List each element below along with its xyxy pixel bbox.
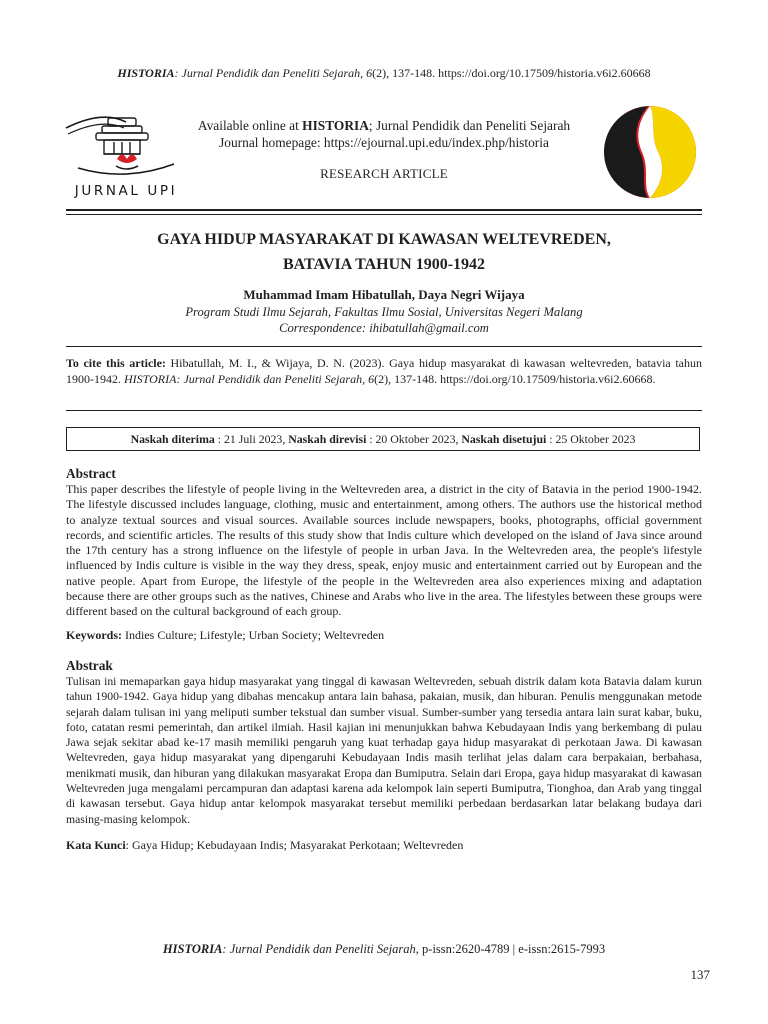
affiliation-block [66,304,702,336]
keywords [66,628,702,643]
citation-label: To cite this article: [66,356,166,370]
abstract-heading: Abstract [66,466,116,481]
received-label: Naskah diterima [130,432,215,446]
correspondence: Correspondence: ihibatullah@gmail.com [279,321,489,335]
footer-journal [0,942,768,957]
title-line-1: GAYA HIDUP MASYARAKAT DI KAWASAN WELTEVREDEN, [157,231,611,248]
accepted-date: : 25 Oktober 2023 [546,432,636,446]
header-volume: , 6 [360,66,373,80]
header-rule-thin [66,214,702,215]
title-line-2: BATAVIA TAHUN 1900-1942 [282,255,486,273]
abstrak-body: Tulisan ini memaparkan gaya hidup masyarakat yang tinggal di kawasan Weltevreden, sebuah distrik dalam kota Batavia dalam kurun tahun 1900-1942. Gaya hidup yang dibahas mencakup antara lain bahasa, pakaian, musik, dan hiburan. Penulis menggunakan metode sejarah dalam tulisan ini yang meliputi sumber tekstual dan sumber visual. Sumber-sumber yang tersedia antara lain surat kabar, buku, foto, catatan resmi pemerintah, dan artikel ilmiah. Hasil kajian ini menunjukkan bahwa Kebudayaan Indis yang berkembang di pulau Jawa sejak sekitar abad ke-17 masih memiliki pengaruh yang kuat terhadap gaya hidup masyarakat di perkotaan Jawa. Di kawasan Weltevreden, gaya hidup masyarakat yang dipengaruhi Kebudayaan Indis masih terlihat jelas dalam cara berpakaian, berbahasa, menikmati musik, dan hiburan yang dilakukan masyarakat Eropa dan Bumiputra. Selain dari Eropa, gaya hidup masyarakat di kawasan Weltevreden juga mengalami percampuran dan adaptasi karena ada kelompok lain seperti Bumiputra, Tionghoa, dan Arab yang tinggal di kawasan tersebut. Gaya hidup antar kelompok masyarakat tersebut memiliki perbedaan berdasarkan latar belakang budaya dari masing-masing kelompok. [66,675,702,826]
journal-info [180,117,588,151]
abstract-body: This paper describes the lifestyle of people living in the Weltevreden area, a district in the city of Batavia in the period 1900-1942. The lifestyle discussed includes language, clothing, music and entertainment, among others. The authors use the historical method to analyze textual sources and visual sources. Available sources include newspapers, books, photographs, official government records, and scientific articles. The results of this study show that Indis culture which developed on the island of Java since around the 17th century has a strong influence on the lifestyle of people in urban Java. In the Weltevreden area, the people's lifestyle influenced by Indis culture is visible in the way they dress, speak, enjoy music and entertainment carried out by European and the native people. Apart from Europe, the lifestyle of the people in the Weltevreden area also experiences mixing and adaptation because there are other groups such as the natives, Chinese and Arabs who live in the area. The lifestyles between these groups were different based on the cultural background of each group. [66,482,702,619]
abstrak-heading: Abstrak [66,658,113,673]
citation-rule-bottom [66,410,702,411]
header-journal-name: HISTORIA [117,66,175,80]
revised-date: : 20 Oktober 2023, [366,432,462,446]
header-rule-thick [66,209,702,211]
citation-text-after: (2), 137-148. https://doi.org/10.17509/historia.v6i2.60668. [374,372,656,387]
footer-journal-subtitle: : Jurnal Pendidik dan Peneliti Sejarah [222,942,416,956]
available-journal-name: HISTORIA [302,118,369,133]
journal-homepage[interactable]: Journal homepage: https://ejournal.upi.edu/index.php/historia [219,135,549,150]
keywords-list: Indies Culture; Lifestyle; Urban Society; Weltevreden [122,628,385,642]
kata-kunci-label: Kata Kunci [66,838,126,852]
keywords-label: Keywords: [66,628,122,642]
received-date: : 21 Juli 2023, [214,432,289,446]
svg-text:JURNAL UPI: JURNAL UPI [74,183,178,199]
revised-label: Naskah direvisi [288,432,367,446]
page-number: 137 [690,967,710,982]
available-suffix: ; Jurnal Pendidik dan Peneliti Sejarah [368,118,571,133]
affiliation: Program Studi Ilmu Sejarah, Fakultas Ilmu Sosial, Universitas Negeri Malang [185,305,583,319]
kata-kunci [66,838,702,853]
header-doi-link[interactable]: https://doi.org/10.17509/historia.v6i2.60668 [435,66,651,80]
running-header [0,66,768,81]
citation-journal: HISTORIA: Jurnal Pendidik dan Peneliti Sejarah, 6 [124,372,375,387]
jurnal-upi-logo [62,104,190,200]
header-journal-subtitle: : Jurnal Pendidik dan Peneliti Sejarah [174,66,361,80]
citation [66,355,702,388]
footer-journal-name: HISTORIA [162,942,223,956]
accepted-label: Naskah disetujui [461,432,547,446]
manuscript-dates [66,427,700,451]
header-issue-pages: (2), 137-148. [372,66,436,80]
authors: Muhammad Imam Hibatullah, Daya Negri Wijaya [243,287,525,302]
available-prefix: Available online at [197,118,303,133]
historia-logo [598,104,704,200]
kata-kunci-list: : Gaya Hidup; Kebudayaan Indis; Masyarakat Perkotaan; Weltevreden [125,838,464,852]
available-online-line [180,117,588,134]
footer-issn: , p-issn:2620-4789 | e-issn:2615-7993 [415,942,606,956]
citation-text-before: Hibatullah, M. I., & Wijaya, D. N. (2023). Gaya hidup masyarakat di kawasan weltevreden, batavia tahun 1900-1942. [66,356,702,387]
article-type: RESEARCH ARTICLE [320,166,448,181]
citation-rule-top [66,346,702,347]
article-title [100,228,668,277]
